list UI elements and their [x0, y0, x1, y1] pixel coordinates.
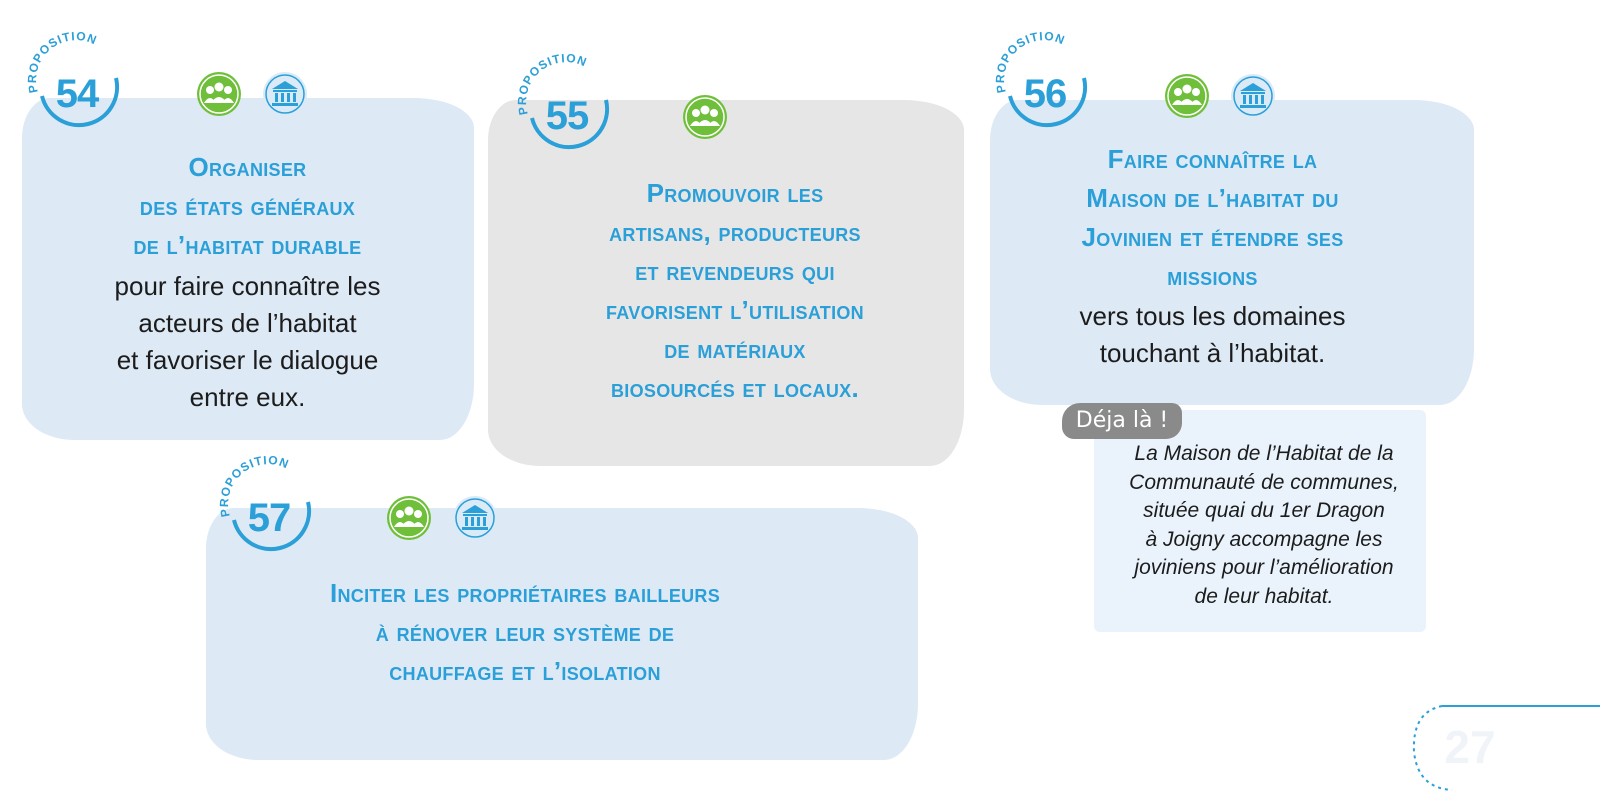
- body-line: acteurs de l’habitat: [138, 308, 357, 338]
- title-line: Faire connaître la: [1107, 144, 1318, 174]
- proposition-56-title: [1010, 140, 1415, 296]
- badge-word: PROPOSITION: [515, 50, 590, 117]
- note-line: à Joigny accompagne les: [1145, 527, 1383, 551]
- public-building-icon: [262, 71, 308, 117]
- title-line: de matériaux: [664, 334, 806, 364]
- proposition-54-body: [40, 268, 455, 416]
- page-number: 27: [1444, 721, 1496, 773]
- title-line: à rénover leur système de: [375, 617, 675, 647]
- body-line: entre eux.: [189, 382, 306, 412]
- already-done-tag: Déja là !: [1062, 403, 1182, 439]
- proposition-badge-56: [993, 28, 1094, 136]
- proposition-number: 56: [1023, 72, 1067, 116]
- title-line: Jovinien et étendre ses: [1081, 222, 1344, 252]
- proposition-56-note: [1098, 440, 1430, 611]
- proposition-number: 55: [545, 94, 589, 138]
- proposition-number: 54: [55, 72, 99, 116]
- group-icon: [386, 495, 432, 541]
- note-line: joviniens pour l’amélioration: [1134, 556, 1394, 579]
- badge-word: PROPOSITION: [993, 28, 1068, 95]
- note-line: Communauté de communes,: [1129, 470, 1399, 494]
- title-line: artisans, producteurs: [609, 217, 861, 247]
- proposition-55-title: [520, 174, 950, 408]
- note-line: La Maison de l’Habitat de la: [1134, 442, 1394, 465]
- proposition-57-title: [230, 574, 820, 691]
- title-line: missions: [1167, 261, 1258, 291]
- proposition-54-title: [40, 148, 455, 265]
- note-line: de leur habitat.: [1194, 584, 1334, 608]
- body-line: pour faire connaître les: [114, 271, 381, 301]
- proposition-56-body: [1010, 298, 1415, 372]
- note-line: située quai du 1er Dragon: [1143, 499, 1385, 522]
- body-line: et favoriser le dialogue: [116, 345, 379, 375]
- title-line: et revendeurs qui: [635, 256, 835, 286]
- badge-word: PROPOSITION: [25, 28, 100, 95]
- title-line: Promouvoir les: [646, 178, 824, 208]
- title-line: Maison de l’habitat du: [1086, 183, 1339, 213]
- group-icon: [682, 94, 728, 140]
- title-line: chauffage et l’isolation: [389, 656, 661, 686]
- group-icon: [196, 71, 242, 117]
- group-icon: [1164, 73, 1210, 119]
- proposition-badge-55: [515, 50, 616, 158]
- public-building-icon: [1230, 73, 1276, 119]
- public-building-icon: [452, 495, 498, 541]
- title-line: de l’habitat durable: [133, 230, 362, 260]
- body-line: vers tous les domaines: [1079, 301, 1346, 331]
- title-line: Organiser: [188, 152, 307, 182]
- badge-word: PROPOSITION: [217, 452, 292, 519]
- title-line: des états généraux: [139, 191, 356, 221]
- proposition-badge-57: [217, 452, 318, 560]
- title-line: biosourcés et locaux.: [611, 373, 859, 403]
- title-line: favorisent l’utilisation: [606, 295, 864, 325]
- title-line: Inciter les propriétaires bailleurs: [329, 578, 721, 608]
- proposition-number: 57: [247, 496, 291, 540]
- body-line: touchant à l’habitat.: [1099, 338, 1326, 368]
- proposition-badge-54: [25, 28, 126, 136]
